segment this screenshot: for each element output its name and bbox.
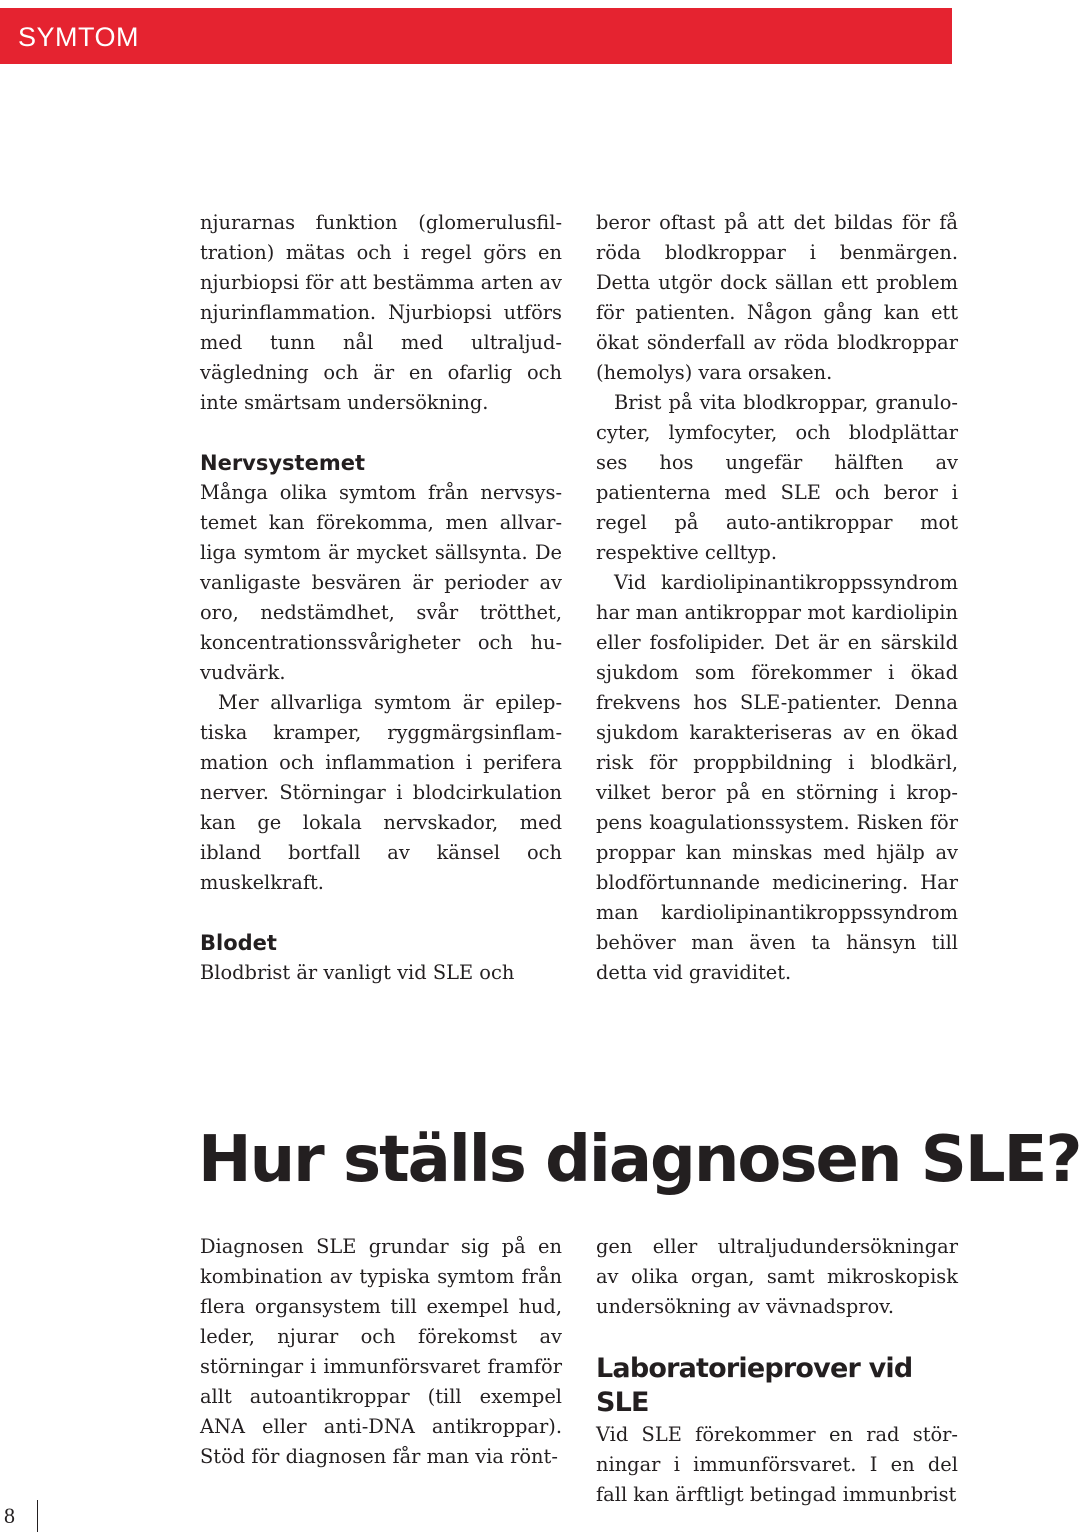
paragraph: gen eller ultraljudundersökningar av olika organ, samt mikroskopisk undersökning av vävnadsprov.	[596, 1235, 958, 1318]
text-column-left-bottom	[200, 1232, 562, 1472]
paragraph: Många olika symtom från nervsys-temet kan förekomma, men allvar-liga symtom är mycket sällsynta. De vanligaste besvären är perioder av oro, nedstämdhet, svår trötthet, koncentrationssvårigheter och hu-vudvärk.	[200, 481, 562, 684]
section-heading-diagnosis: Hur ställs diagnosen SLE?	[198, 1123, 1080, 1197]
section-label: SYMTOM	[18, 22, 140, 52]
page-number-rule	[37, 1500, 38, 1532]
text-column-left-top	[200, 208, 562, 988]
text-column-right-top	[596, 208, 958, 988]
paragraph: Vid kardiolipinantikroppssyndrom har man antikroppar mot kardiolipin eller fosfolipider. Det är en särskild sjukdom som förekommer i ökad frekvens hos SLE-patienter. Denna sjukdom karakteriseras av en ökad risk för proppbildning i blodkärl, vilket beror på en störning i krop-pens koagulationssystem. Risken för proppar kan minskas med hjälp av blodförtunnande medicinering. Har man kardiolipinantikroppssyndrom behöver man även ta hänsyn till detta vid graviditet.	[596, 571, 958, 984]
section-banner	[0, 8, 952, 64]
paragraph: Mer allvarliga symtom är epilep-tiska kramper, ryggmärgsinflam-mation och inflammation i perifera nerver. Störningar i blodcirkulation kan ge lokala nervskador, med ibland bortfall av känsel och muskelkraft.	[200, 691, 562, 894]
subheading-nervsystemet: Nervsystemet	[200, 451, 365, 475]
paragraph: Vid SLE förekommer en rad stör-ningar i immunförsvaret. I en del fall kan ärftligt betingad immunbrist	[596, 1423, 958, 1506]
subheading-laboratorieprover: Laboratorieprover vid SLE	[596, 1353, 913, 1418]
page-number: 8	[4, 1503, 15, 1528]
paragraph: Blodbrist är vanligt vid SLE och	[200, 961, 515, 984]
paragraph: beror oftast på att det bildas för få röda blodkroppar i benmärgen. Detta utgör dock sällan ett problem för patienten. Någon gång kan ett ökat sönderfall av röda blodkroppar (hemolys) vara orsaken.	[596, 211, 958, 384]
paragraph: njurarnas funktion (glomerulusfil-tration) mätas och i regel görs en njurbiopsi för att bestämma arten av njurinflammation. Njurbiopsi utförs med tunn nål med ultraljud-vägledning och är en ofarlig och inte smärtsam undersökning.	[200, 211, 562, 414]
paragraph: Diagnosen SLE grundar sig på en kombination av typiska symtom från flera organsystem till exempel hud, leder, njurar och förekomst av störningar i immunförsvaret framför allt autoantikroppar (till exempel ANA eller anti-DNA antikroppar). Stöd för diagnosen får man via rönt-	[200, 1235, 562, 1468]
text-column-right-bottom	[596, 1232, 958, 1510]
paragraph: Brist på vita blodkroppar, granulo-cyter, lymfocyter, och blodplättar ses hos ungefär hälften av patienterna med SLE och beror i regel på auto-antikroppar mot respektive celltyp.	[596, 391, 958, 564]
subheading-blodet: Blodet	[200, 931, 277, 955]
